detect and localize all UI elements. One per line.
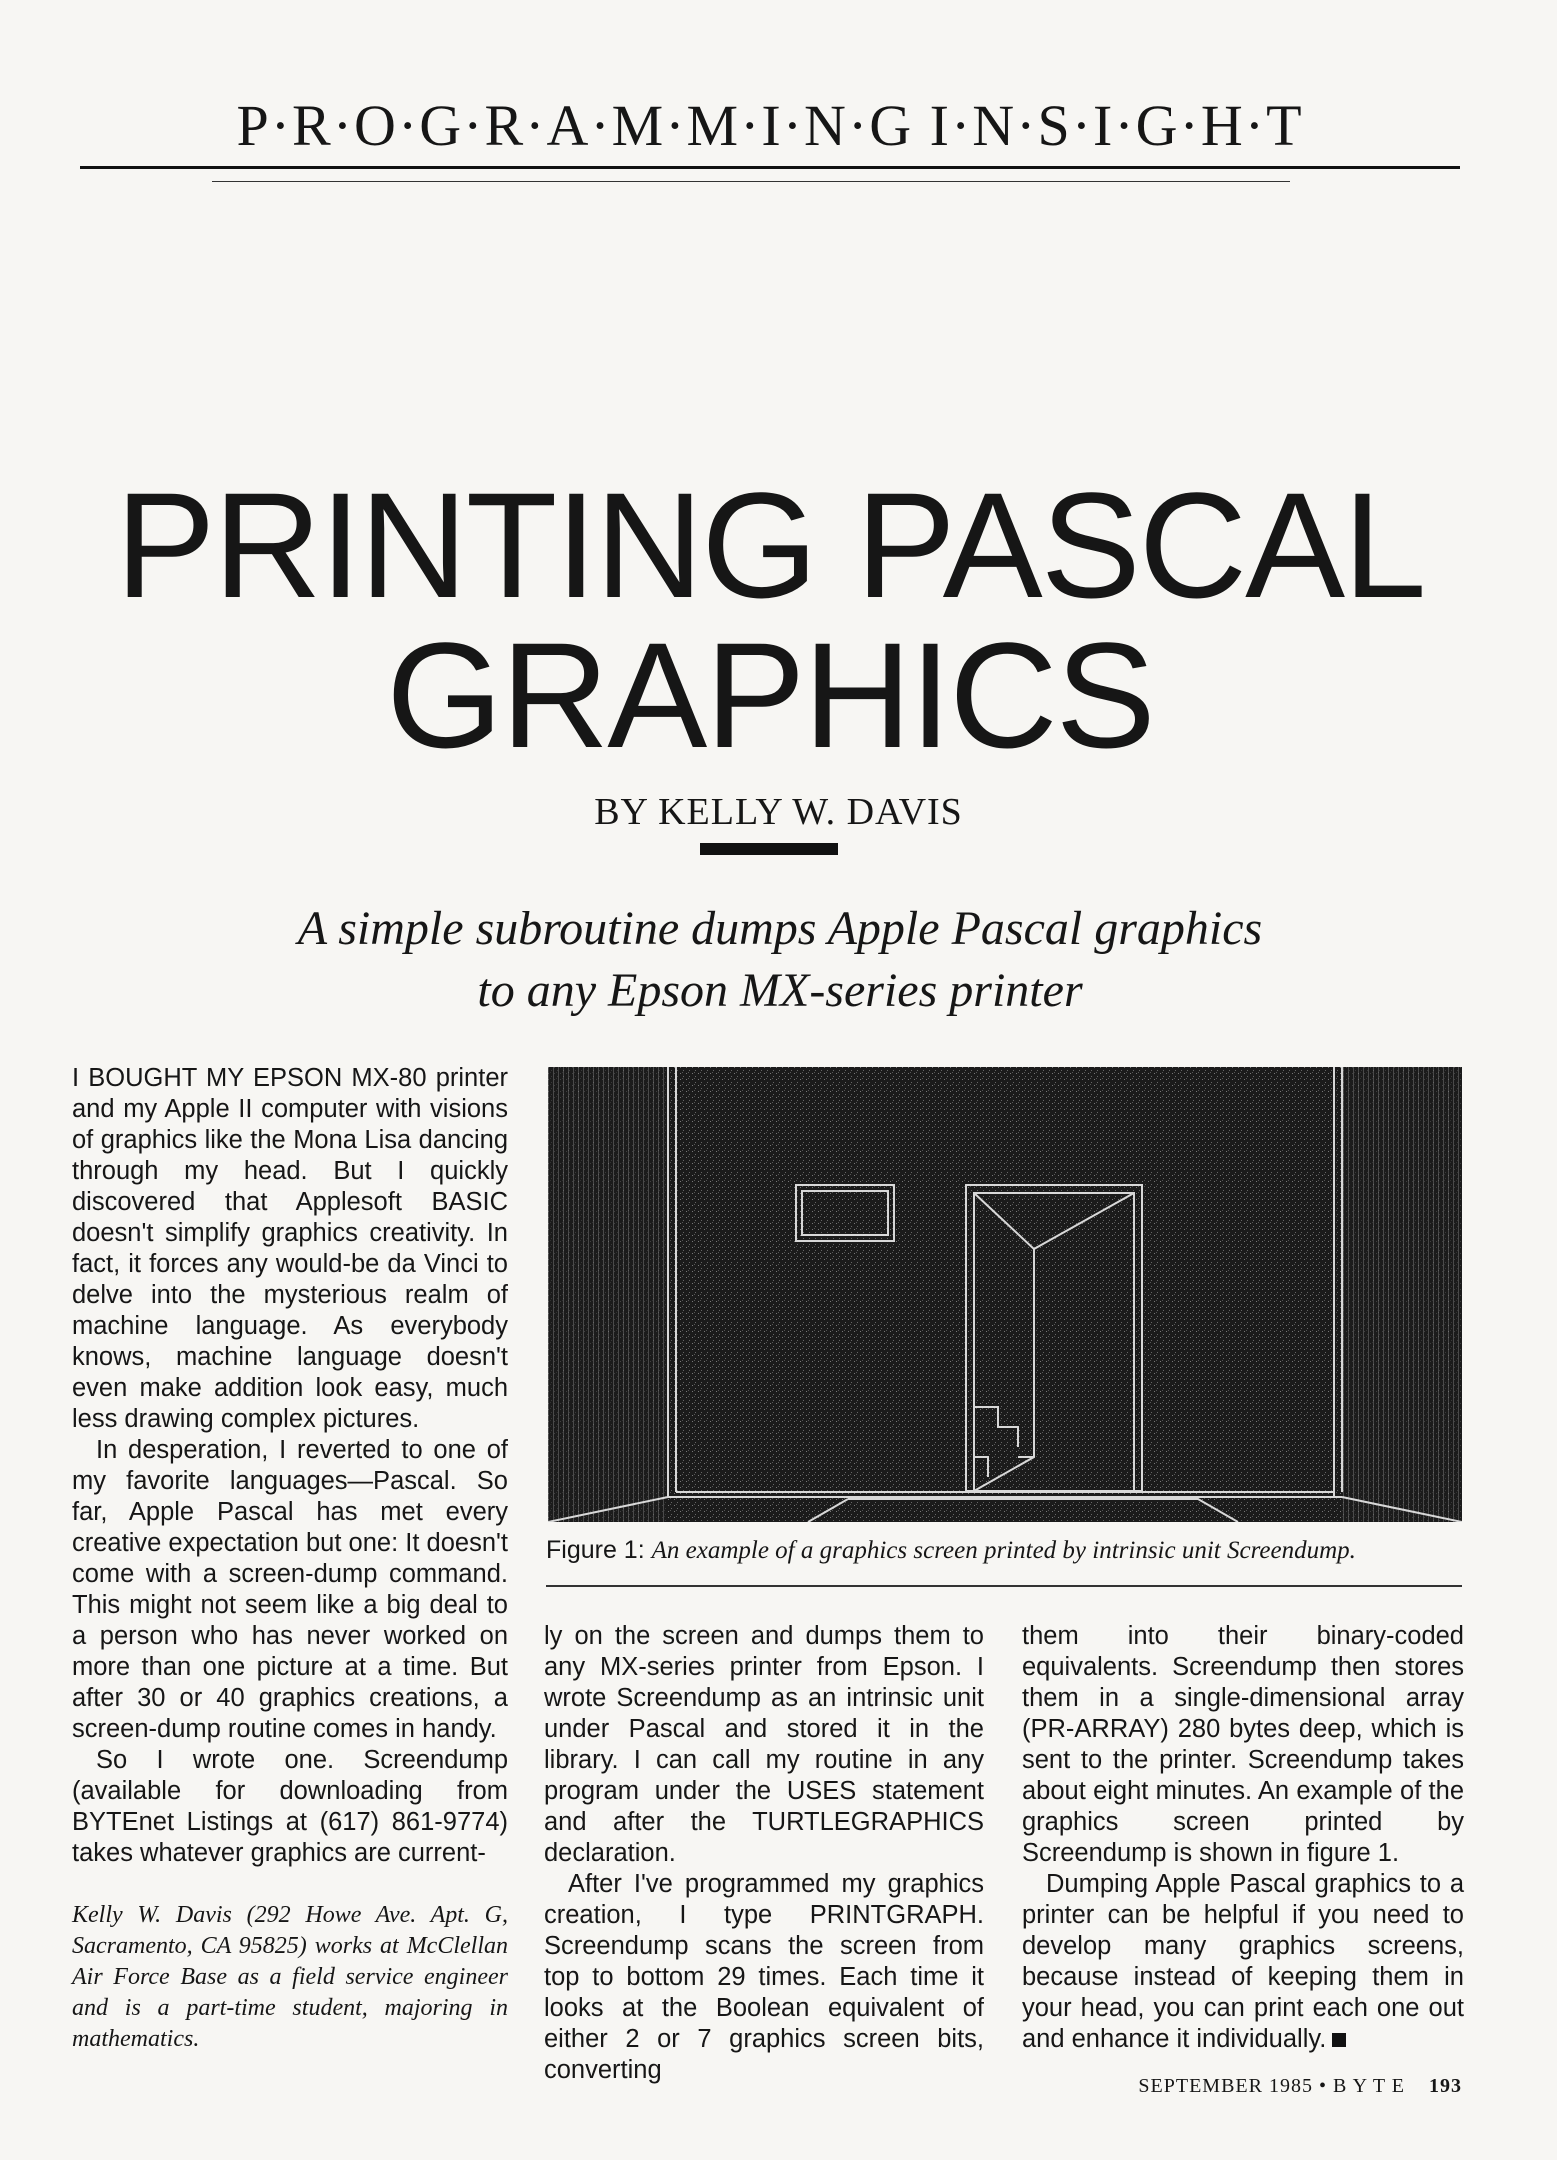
column-3: [1022, 1621, 1464, 2055]
footer-issue: SEPTEMBER 1985 • B Y T E: [1138, 2075, 1405, 2097]
deck: [100, 898, 1460, 1022]
figure-caption: [546, 1536, 1466, 1565]
page-number: 193: [1429, 2075, 1462, 2097]
graphics-screen-drawing: [548, 1067, 1462, 1522]
title-line-2: GRAPHICS: [386, 611, 1154, 779]
col1-paragraph-1: I BOUGHT MY EPSON MX-80 printer and my Apple II computer with visions of graphics like the Mona Lisa dancing through my head. But I quickly discovered that Applesoft BASIC doesn't simplify graphics creativity. In fact, it forces any would-be da Vinci to delve into the mysterious realm of machine language. As everybody knows, machine language doesn't even make addition look easy, much less drawing complex pictures.: [72, 1064, 508, 1433]
deck-line-2: to any Epson MX-series printer: [477, 964, 1083, 1017]
byline: BY KELLY W. DAVIS: [594, 791, 963, 833]
caption-rule: [546, 1585, 1462, 1587]
col3-paragraph-2: [1022, 1869, 1464, 2055]
col3-paragraph-2-text: Dumping Apple Pascal graphics to a printer can be helpful if you need to develop many graphics screens, because instead of keeping them in your head, you can print each one out and enhance it individually.: [1022, 1870, 1464, 2053]
title-line-1: PRINTING PASCAL: [115, 461, 1425, 629]
article-title: [60, 461, 1480, 779]
page-footer: [1138, 2075, 1462, 2098]
col2-paragraph-2: After I've programmed my graphics creation, I type PRINTGRAPH. Screendump scans the screen from top to bottom 29 times. Each time it looks at the Boolean equivalent of either 2 or 7 graphics screen bits, converting: [544, 1870, 984, 2084]
figure-1-image: [548, 1067, 1462, 1522]
column-1: [72, 1063, 508, 1869]
section-header: P·R·O·G·R·A·M·M·I·N·G I·N·S·I·G·H·T: [236, 93, 1304, 158]
header-rule-thick: [80, 166, 1460, 169]
col1-paragraph-2: In desperation, I reverted to one of my favorite languages—Pascal. So far, Apple Pascal has met every creative expectation but one: It doesn't come with a screen-dump command. This might not seem like a big deal to a person who has never worked on more than one picture at a time. But after 30 or 40 graphics creations, a screen-dump routine comes in handy.: [72, 1436, 508, 1743]
author-bio: Kelly W. Davis (292 Howe Ave. Apt. G, Sacramento, CA 95825) works at McClellan Air Force Base as a field service engineer and is a part-time student, majoring in mathematics.: [72, 1902, 508, 2052]
byline-bar: [700, 843, 838, 855]
deck-line-1: A simple subroutine dumps Apple Pascal graphics: [297, 902, 1263, 955]
column-2: [544, 1621, 984, 2086]
caption-label: Figure 1:: [546, 1536, 645, 1564]
col3-paragraph-1: them into their binary-coded equivalents. Screendump then stores them in a single-dimensional array (PR-ARRAY) 280 bytes deep, which is sent to the printer. Screendump takes about eight minutes. An example of the graphics screen printed by Screendump is shown in figure 1.: [1022, 1622, 1464, 1867]
col1-paragraph-3: So I wrote one. Screendump (available for downloading from BYTEnet Listings at (617) 861-9774) takes whatever graphics are current-: [72, 1746, 508, 1867]
caption-text: An example of a graphics screen printed by intrinsic unit Screendump.: [651, 1537, 1356, 1564]
end-of-article-mark: [1332, 2033, 1346, 2047]
col2-paragraph-1: ly on the screen and dumps them to any MX-series printer from Epson. I wrote Screendump as an intrinsic unit under Pascal and stored it in the library. I can call my routine in any program under the USES statement and after the TURTLEGRAPHICS declaration.: [544, 1622, 984, 1867]
header-rule-thin: [212, 181, 1290, 182]
